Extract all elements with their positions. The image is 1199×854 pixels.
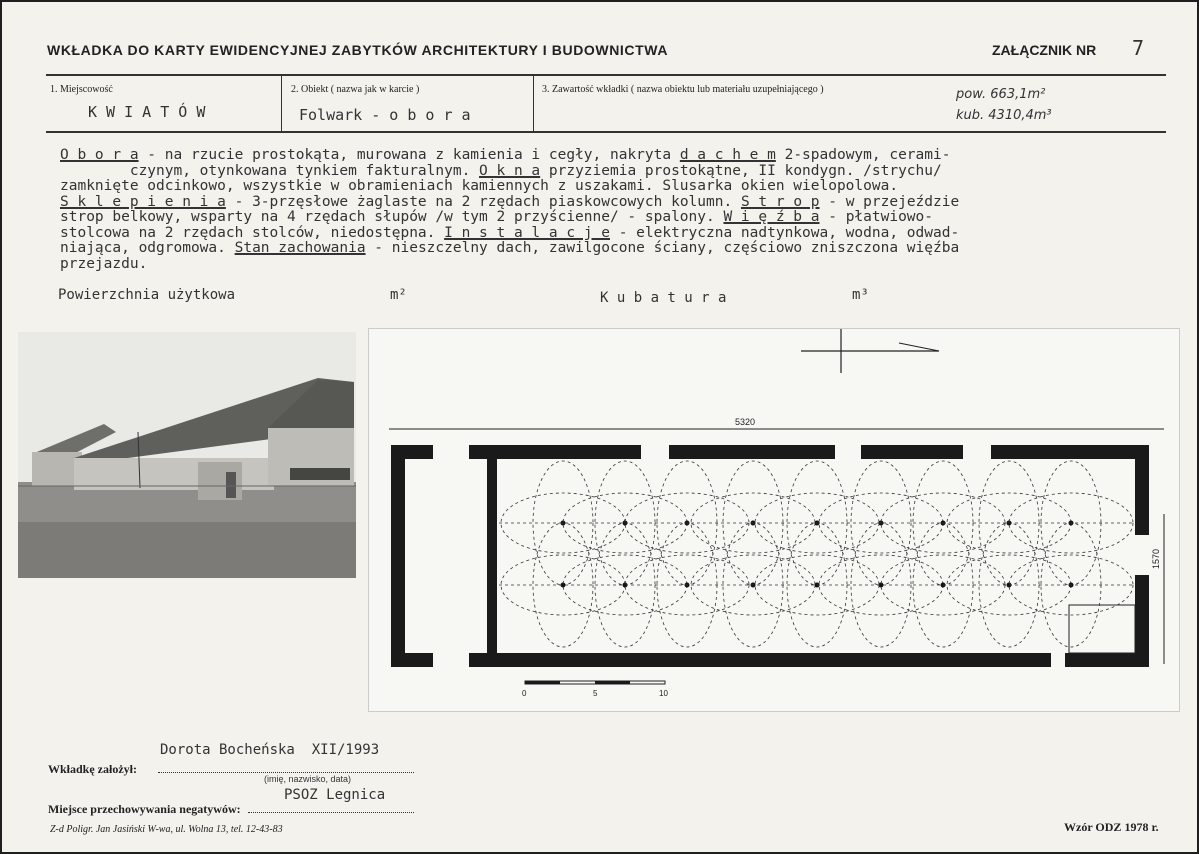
content-label: 3. Zawartość wkładki ( nazwa obiektu lub materiału uzupełniającego ): [542, 84, 824, 95]
barn-photo: [18, 332, 356, 578]
desc-obora: O b o r a: [60, 147, 139, 163]
scale-5: 5: [593, 689, 598, 698]
desc-l4b: - 3-przęsłowe żaglaste na 2 rzędach piaskowcowych kolumn.: [225, 193, 741, 210]
form-model: Wzór ODZ 1978 r.: [1064, 820, 1159, 834]
desc-stan: Stan zachowania: [234, 240, 366, 256]
volume-unit: m³: [852, 287, 869, 303]
place-value: K W I A T Ó W: [88, 103, 206, 121]
place-label: 1. Miejscowość: [50, 84, 113, 95]
desc-wiezba: W i ę ź b a: [723, 209, 820, 225]
desc-l5c: - płatwiowo-: [819, 209, 933, 225]
annex-number: 7: [1132, 36, 1145, 60]
desc-okna: O k n a: [479, 162, 541, 179]
length-dimension: 5320: [735, 417, 756, 427]
desc-l1d: 2-spadowym, cerami-: [775, 147, 951, 163]
scale-0: 0: [522, 689, 527, 698]
author-value: Dorota Bocheńska XII/1993: [160, 742, 380, 758]
desc-instalacje: I n s t a l a c j e: [444, 224, 610, 241]
usable-area-label: Powierzchnia użytkowa: [58, 287, 236, 303]
volume-label: K u b a t u r a: [600, 290, 727, 306]
desc-l7: niająca, odgromowa.: [60, 240, 235, 256]
object-value: Folwark - o b o r a: [299, 106, 471, 124]
desc-l2a: czynym, otynkowana tynkiem fakturalnym.: [129, 162, 480, 179]
author-dotted-line: [158, 772, 414, 773]
field-divider-2: [533, 75, 534, 132]
object-label: 2. Obiekt ( nazwa jak w karcie ): [291, 84, 420, 95]
header-rule: [46, 74, 1166, 76]
desc-l8: przejazdu.: [60, 255, 148, 272]
barn-photo-drawing: [18, 332, 356, 578]
area-note: pow. 663,1m²: [956, 87, 1046, 102]
desc-l7c: - nieszczelny dach, zawilgocone ściany, częściowo zniszczona więźba: [365, 240, 960, 256]
desc-l6a: stolcowa na 2 rzędach stolców, niedostępna.: [60, 224, 445, 241]
width-dimension: 1570: [1151, 548, 1161, 569]
printer-imprint: Z-d Poligr. Jan Jasiński W-wa, ul. Wolna 13, tel. 12-43-83: [50, 824, 283, 835]
field-divider-1: [281, 75, 282, 132]
floor-plan: [368, 328, 1180, 712]
description-text: [60, 148, 1120, 272]
scale-10: 10: [659, 689, 668, 698]
desc-l3: zamknięte odcinkowo, wszystkie w obramieniach kamiennych z uszakami. Slusarka okien wielopolowa.: [60, 178, 899, 194]
form-title: WKŁADKA DO KARTY EWIDENCYJNEJ ZABYTKÓW ARCHITEKTURY I BUDOWNICTWA: [47, 42, 669, 58]
desc-strop: S t r o p: [740, 193, 820, 210]
storage-dotted-line: [248, 812, 414, 813]
desc-l1b: - na rzucie prostokąta, murowana z kamienia i cegły, nakryta: [138, 147, 680, 163]
vault-lines: [499, 461, 1133, 647]
author-label: Wkładkę założył:: [48, 762, 137, 776]
author-hint: (imię, nazwisko, data): [264, 774, 352, 784]
desc-l6c: - elektryczna nadtynkowa, wodna, odwad-: [609, 224, 960, 241]
desc-sklepienia: S k l e p i e n i a: [60, 193, 226, 210]
area-unit: m²: [390, 287, 407, 303]
fields-bottom-rule: [46, 131, 1166, 133]
inventory-sheet: [2, 2, 1197, 852]
desc-l4d: - w przejeździe: [819, 193, 960, 210]
desc-l5a: strop belkowy, wsparty na 4 rzędach słupów /w tym 2 przyścienne/ - spalony.: [60, 209, 724, 225]
storage-value: PSOZ Legnica: [284, 787, 386, 803]
desc-dach: d a c h e m: [679, 147, 776, 163]
storage-label: Miejsce przechowywania negatywów:: [48, 802, 241, 816]
volume-note: kub. 4310,4m³: [956, 108, 1052, 123]
annex-label: ZAŁĄCZNIK NR: [992, 42, 1097, 58]
floor-plan-drawing: [369, 329, 1179, 711]
desc-l2c: przyziemia prostokątne, II kondygn. /strychu/: [540, 162, 942, 179]
